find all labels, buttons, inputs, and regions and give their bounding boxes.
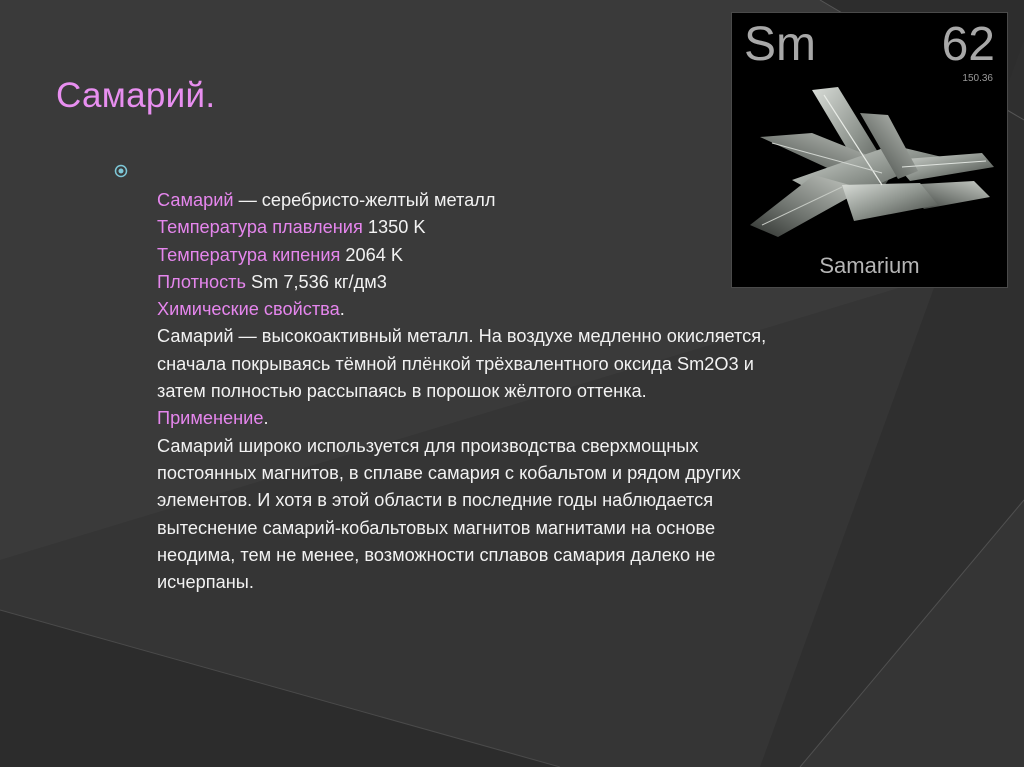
element-name-label: Самарий <box>157 190 234 210</box>
paragraph-line: постоянных магнитов, в сплаве самария с кобальтом и рядом других <box>157 462 741 483</box>
melting-point-value: 1350 K <box>362 217 426 238</box>
chem-heading: Химические свойства <box>157 299 340 320</box>
description-text: — серебристо-желтый металл <box>233 190 496 210</box>
density-value: Sm 7,536 кг/дм3 <box>246 271 387 292</box>
atomic-mass: 150.36 <box>962 73 993 84</box>
paragraph-line: неодима, тем не менее, возможности сплавов самария далеко не <box>157 544 716 565</box>
element-symbol: Sm <box>744 18 816 71</box>
chem-heading-line: Химические свойства. <box>157 299 345 320</box>
atomic-number: 62 <box>941 18 995 71</box>
paragraph-line: Самарий широко используется для производства сверхмощных <box>157 435 699 456</box>
element-name-en: Samarium <box>819 253 920 278</box>
boiling-point-label: Температура кипения <box>157 244 341 265</box>
app-heading: Применение <box>157 408 264 429</box>
element-card <box>731 12 1008 288</box>
paragraph-line: Самарий — высокоактивный металл. На воздухе медленно окисляется, <box>157 326 767 347</box>
melting-point-label: Температура плавления <box>157 217 363 238</box>
app-heading-line: Применение. <box>157 408 269 429</box>
boiling-point-value: 2064 K <box>340 244 404 265</box>
slide-title: Самарий. <box>56 76 216 115</box>
paragraph-line: исчерпаны. <box>157 572 254 593</box>
paragraph-line: элементов. И хотя в этой области в последние годы наблюдается <box>157 490 714 511</box>
paragraph-line: вытеснение самарий-кобальтовых магнитов магнитами на основе <box>157 517 716 538</box>
metal-sample-image <box>742 85 999 245</box>
density-label: Плотность <box>157 271 246 292</box>
circle-bullet-icon <box>114 164 128 178</box>
paragraph-line: сначала покрываясь тёмной плёнкой трёхвалентного оксида Sm2O3 и <box>157 353 754 374</box>
paragraph-line: затем полностью рассыпаясь в порошок жёлтого оттенка. <box>157 381 647 402</box>
